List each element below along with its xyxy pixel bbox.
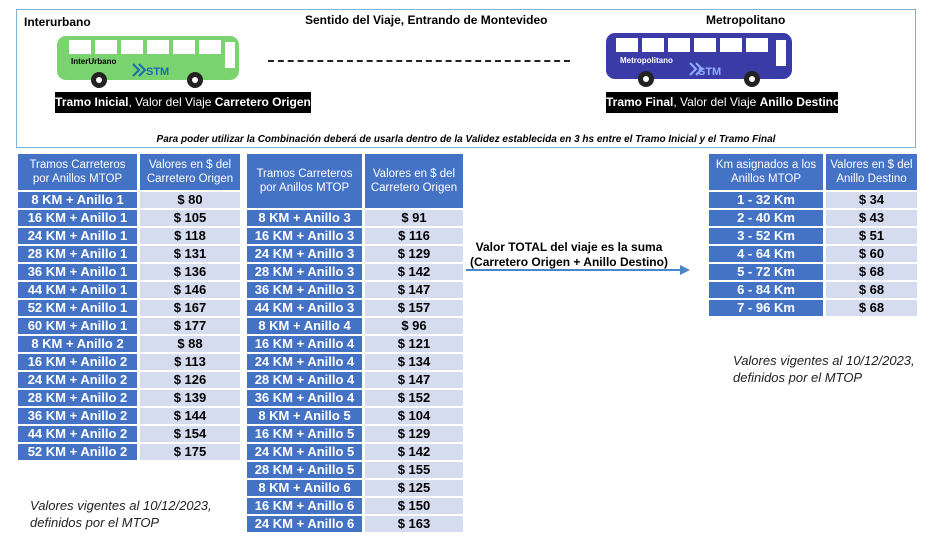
valor-cell: $ 155: [365, 462, 463, 478]
tramo-cell: 44 KM + Anillo 1: [18, 282, 137, 298]
table-row: [18, 426, 240, 442]
valor-cell: $ 68: [826, 300, 917, 316]
tramo-cell: 8 KM + Anillo 2: [18, 336, 137, 352]
table-row: [18, 390, 240, 406]
valor-cell: $ 68: [826, 282, 917, 298]
tramo-cell: 36 KM + Anillo 4: [247, 390, 362, 406]
table-row: [247, 282, 463, 298]
table-row: [709, 210, 917, 226]
tramo-cell: 16 KM + Anillo 4: [247, 336, 362, 352]
table-row: [247, 426, 463, 442]
valor-cell: $ 113: [140, 354, 240, 370]
table-row: [247, 246, 463, 262]
tramo-cell: 52 KM + Anillo 1: [18, 300, 137, 316]
total-sum-note: Valor TOTAL del viaje es la suma (Carretero Origen + Anillo Destino): [470, 240, 668, 269]
validity-note-left: Valores vigentes al 10/12/2023, definidos por el MTOP: [30, 498, 212, 530]
tramo-cell: 16 KM + Anillo 5: [247, 426, 362, 442]
tramo-cell: 24 KM + Anillo 1: [18, 228, 137, 244]
valor-cell: $ 105: [140, 210, 240, 226]
route-dashed-line: [268, 60, 570, 62]
valor-cell: $ 34: [826, 192, 917, 208]
valor-cell: $ 163: [365, 516, 463, 532]
valor-cell: $ 43: [826, 210, 917, 226]
table-row: [709, 300, 917, 316]
tramo-cell: 28 KM + Anillo 1: [18, 246, 137, 262]
valor-cell: $ 129: [365, 246, 463, 262]
tramo-cell: 16 KM + Anillo 1: [18, 210, 137, 226]
tramo-cell: 8 KM + Anillo 5: [247, 408, 362, 424]
table-row: [709, 264, 917, 280]
table-row: [247, 390, 463, 406]
tramo-cell: 16 KM + Anillo 2: [18, 354, 137, 370]
valor-cell: $ 136: [140, 264, 240, 280]
column-header-valores-destino: Valores en $ del Anillo Destino: [826, 154, 917, 190]
stm-logo-right: STM: [698, 66, 722, 78]
tramo-cell: 24 KM + Anillo 5: [247, 444, 362, 460]
table-row: [247, 408, 463, 424]
valor-cell: $ 154: [140, 426, 240, 442]
tramo-cell: 44 KM + Anillo 2: [18, 426, 137, 442]
valor-cell: $ 152: [365, 390, 463, 406]
table-row: [18, 372, 240, 388]
metropolitano-label: Metropolitano: [706, 13, 786, 27]
table-row: [247, 372, 463, 388]
table-row: [247, 336, 463, 352]
tramo-cell: 8 KM + Anillo 6: [247, 480, 362, 496]
valor-cell: $ 139: [140, 390, 240, 406]
valor-cell: $ 88: [140, 336, 240, 352]
column-header-km: Km asignados a los Anillos MTOP: [709, 154, 823, 190]
tramo-cell: 7 - 96 Km: [709, 300, 823, 316]
table-row: [18, 354, 240, 370]
fare-table-anillos-3-6: [247, 152, 463, 534]
table-row: [18, 228, 240, 244]
valor-cell: $ 131: [140, 246, 240, 262]
table-row: [247, 300, 463, 316]
table-row: [247, 354, 463, 370]
tramo-cell: 16 KM + Anillo 6: [247, 498, 362, 514]
tramo-inicial-caption: Tramo Inicial, Valor del Viaje Carretero Origen: [55, 92, 311, 113]
validity-rule-note: Para poder utilizar la Combinación deberá de usarla dentro de la Validez establecida en 3 hs entre el Tramo Inicial y el Tramo Final: [156, 134, 776, 145]
interurbano-sign: InterUrbano: [71, 57, 117, 66]
column-header-valores: Valores en $ del Carretero Origen: [140, 154, 240, 190]
tramo-cell: 8 KM + Anillo 1: [18, 192, 137, 208]
tramo-cell: 52 KM + Anillo 2: [18, 444, 137, 460]
valor-cell: $ 68: [826, 264, 917, 280]
direction-label: Sentido del Viaje, Entrando de Montevideo: [305, 13, 548, 27]
valor-cell: $ 150: [365, 498, 463, 514]
valor-cell: $ 125: [365, 480, 463, 496]
valor-cell: $ 142: [365, 444, 463, 460]
valor-cell: $ 142: [365, 264, 463, 280]
tramo-cell: 28 KM + Anillo 2: [18, 390, 137, 406]
table-row: [709, 192, 917, 208]
valor-cell: $ 129: [365, 426, 463, 442]
tramo-cell: 3 - 52 Km: [709, 228, 823, 244]
table-row: [18, 318, 240, 334]
tramo-cell: 1 - 32 Km: [709, 192, 823, 208]
valor-cell: $ 167: [140, 300, 240, 316]
tramo-cell: 36 KM + Anillo 1: [18, 264, 137, 280]
stm-logo-left: STM: [146, 66, 170, 78]
column-header-tramos: Tramos Carreteros por Anillos MTOP: [18, 154, 137, 190]
tramo-cell: 24 KM + Anillo 2: [18, 372, 137, 388]
table-row: [18, 444, 240, 460]
tramo-cell: 28 KM + Anillo 3: [247, 264, 362, 280]
table-row: [247, 480, 463, 496]
table-row: [247, 516, 463, 532]
valor-cell: $ 177: [140, 318, 240, 334]
table-row: [18, 282, 240, 298]
table-row: [18, 336, 240, 352]
valor-cell: $ 126: [140, 372, 240, 388]
valor-cell: $ 91: [365, 210, 463, 226]
table-row: [18, 192, 240, 208]
tramo-cell: 24 KM + Anillo 3: [247, 246, 362, 262]
column-header-valores: Valores en $ del Carretero Origen: [365, 154, 463, 208]
valor-cell: $ 147: [365, 282, 463, 298]
table-row: [247, 498, 463, 514]
table-row: [709, 282, 917, 298]
tramo-cell: 8 KM + Anillo 3: [247, 210, 362, 226]
tramo-cell: 24 KM + Anillo 4: [247, 354, 362, 370]
valor-cell: $ 51: [826, 228, 917, 244]
tramo-cell: 8 KM + Anillo 4: [247, 318, 362, 334]
valor-cell: $ 104: [365, 408, 463, 424]
valor-cell: $ 157: [365, 300, 463, 316]
table-row: [247, 264, 463, 280]
table-row: [18, 300, 240, 316]
valor-cell: $ 118: [140, 228, 240, 244]
valor-cell: $ 96: [365, 318, 463, 334]
table-row: [247, 210, 463, 226]
table-row: [247, 318, 463, 334]
valor-cell: $ 116: [365, 228, 463, 244]
table-row: [18, 264, 240, 280]
table-row: [18, 210, 240, 226]
tramo-cell: 16 KM + Anillo 3: [247, 228, 362, 244]
tramo-cell: 28 KM + Anillo 4: [247, 372, 362, 388]
table-row: [247, 462, 463, 478]
fare-table-anillos-1-2: [18, 152, 240, 462]
fare-table-anillo-destino: [709, 152, 917, 318]
column-header-tramos: Tramos Carreteros por Anillos MTOP: [247, 154, 362, 208]
table-row: [18, 408, 240, 424]
arrow-right-icon: [466, 264, 692, 276]
tramo-cell: 2 - 40 Km: [709, 210, 823, 226]
tramo-cell: 36 KM + Anillo 2: [18, 408, 137, 424]
table-row: [18, 246, 240, 262]
validity-note-right: Valores vigentes al 10/12/2023, definidos por el MTOP: [733, 353, 915, 385]
table-row: [709, 246, 917, 262]
table-row: [709, 228, 917, 244]
tramo-cell: 4 - 64 Km: [709, 246, 823, 262]
table-row: [247, 228, 463, 244]
valor-cell: $ 175: [140, 444, 240, 460]
tramo-cell: 60 KM + Anillo 1: [18, 318, 137, 334]
valor-cell: $ 134: [365, 354, 463, 370]
table-row: [247, 444, 463, 460]
tramo-final-caption: Tramo Final, Valor del Viaje Anillo Destino: [606, 92, 838, 113]
valor-cell: $ 80: [140, 192, 240, 208]
tramo-cell: 44 KM + Anillo 3: [247, 300, 362, 316]
tramo-cell: 28 KM + Anillo 5: [247, 462, 362, 478]
valor-cell: $ 146: [140, 282, 240, 298]
valor-cell: $ 144: [140, 408, 240, 424]
interurbano-label: Interurbano: [24, 15, 91, 29]
valor-cell: $ 60: [826, 246, 917, 262]
tramo-cell: 5 - 72 Km: [709, 264, 823, 280]
valor-cell: $ 121: [365, 336, 463, 352]
tramo-cell: 24 KM + Anillo 6: [247, 516, 362, 532]
metropolitano-sign: Metropolitano: [620, 56, 673, 65]
tramo-cell: 6 - 84 Km: [709, 282, 823, 298]
tramo-cell: 36 KM + Anillo 3: [247, 282, 362, 298]
valor-cell: $ 147: [365, 372, 463, 388]
